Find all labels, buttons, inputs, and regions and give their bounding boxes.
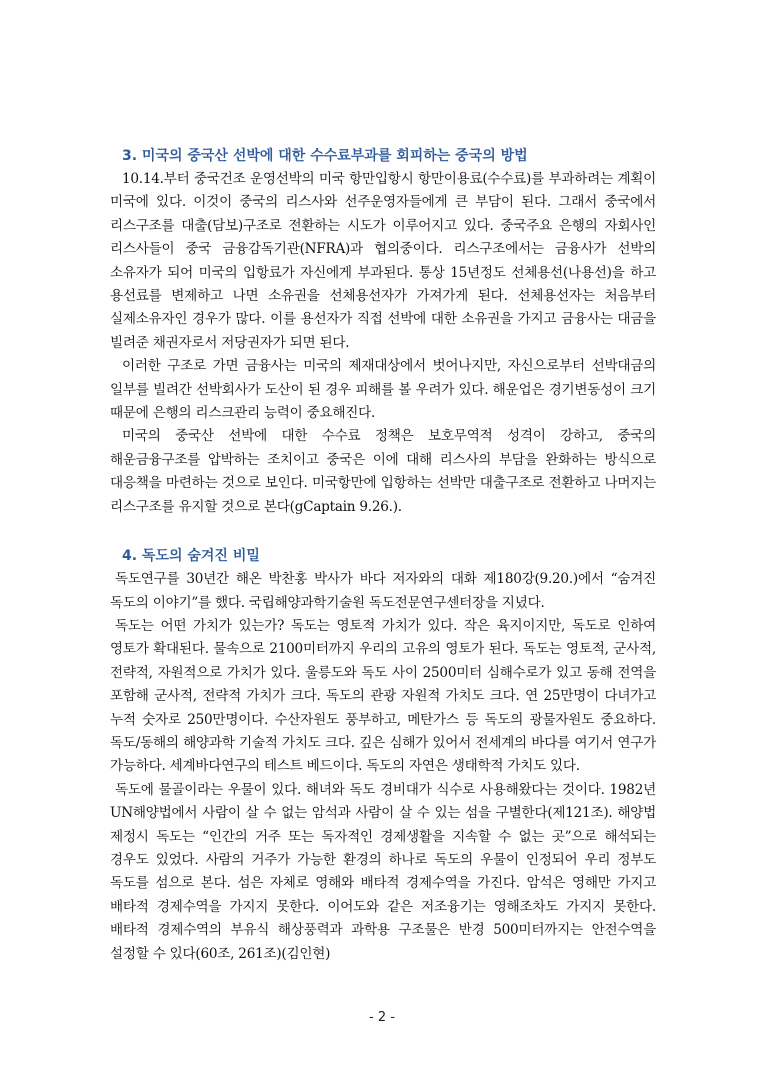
paragraph: 독도연구를 30년간 해온 박찬홍 박사가 바다 저자와의 대화 제180강(9.20.)에서 “숨겨진 독도의 이야기”를 했다. 국립해양과학기술원 독도전문연구센터장을 지녔다. xyxy=(110,571,656,611)
paragraph: 10.14.부터 중국건조 운영선박의 미국 항만입항시 항만이용료(수수료)를 부과하려는 계획이 미국에 있다. 이것이 중국의 리스사와 선주운영자들에게 큰 부담이 된다. 그래서 중국에서 리스구조를 대출(담보)구조로 전환하는 시도가 이루어지고 있다. 중국주요 은행의 자회사인 리스사들이 중국 금융감독기관(NFRA)과 협의중이다. 리스구조에서는 금융사가 선박의 소유자가 되어 미국의 입항료가 자신에게 부과된다. 통상 15년정도 선체용선(나용선)을 하고 용선료를 변제하고 나면 소유권을 선체용선자가 가져가게 된다. 선체용선자는 처음부터 실제소유자인 경우가 많다. 이를 용선자가 직접 선박에 대한 소유권을 가지고 금융사는 대금을 빌려준 채권자로서 저당권자가 되면 된다. xyxy=(110,171,656,351)
section-dokdo-secret xyxy=(110,544,656,966)
section-heading: 4. 독도의 숨겨진 비밀 xyxy=(122,548,260,565)
section-heading: 3. 미국의 중국산 선박에 대한 수수료부과를 회피하는 중국의 방법 xyxy=(122,148,528,164)
paragraph: 미국의 중국산 선박에 대한 수수료 정책은 보호무역적 성격이 강하고, 중국의 해운금융구조를 압박하는 조치이고 중국은 이에 대해 리스사의 부담을 완화하는 방식으로 대응책을 마련하는 것으로 보인다. 미국항만에 입항하는 선박만 대출구조로 전환하고 나머지는 리스구조를 유지할 것으로 본다(gCaptain 9.26.). xyxy=(110,428,656,515)
paragraph: 독도는 어떤 가치가 있는가? 독도는 영토적 가치가 있다. 작은 육지이지만, 독도로 인하여 영토가 확대된다. 물속으로 2100미터까지 우리의 고유의 영토가 된다. 독도는 영토적, 군사적, 전략적, 자원적으로 가치가 있다. 울릉도와 독도 사이 2500미터 심해수로가 있고 동해 전역을 포함해 군사적, 전략적 가치가 크다. 독도의 관광 자원적 가치도 크다. 연 25만명이 다녀가고 누적 숫자로 250만명이다. 수산자원도 풍부하고, 메탄가스 등 독도의 광물자원도 중요하다. 독도/동해의 해양과학 기술적 가치도 크다. 깊은 심해가 있어서 전세계의 바다를 여기서 연구가 가능하다. 세계바다연구의 테스트 베드이다. 독도의 자연은 생태학적 가치도 있다. xyxy=(110,617,656,775)
paragraph: 이러한 구조로 가면 금융사는 미국의 제재대상에서 벗어나지만, 자신으로부터 선박대금의 일부를 빌려간 선박회사가 도산이 된 경우 피해를 볼 우려가 있다. 해운업은 경기변동성이 크기 때문에 은행의 리스크관리 능력이 중요해진다. xyxy=(110,358,656,422)
section-us-fee-china xyxy=(110,144,656,519)
document-page xyxy=(110,144,656,966)
page-number: - 2 - xyxy=(369,1010,395,1025)
paragraph: 독도에 물골이라는 우물이 있다. 해녀와 독도 경비대가 식수로 사용해왔다는 것이다. 1982년 UN해양법에서 사람이 살 수 없는 암석과 사람이 살 수 있는 섬을 구별한다(제121조). 해양법 제정시 독도는 “인간의 거주 또는 독자적인 경제생활을 지속할 수 없는 곳”으로 해석되는 경우도 있었다. 사람의 거주가 가능한 환경의 하나로 독도의 우물이 인정되어 우리 정부도 독도를 섬으로 본다. 섬은 자체로 영해와 배타적 경제수역을 가진다. 암석은 영해만 가지고 배타적 경제수역을 가지지 못한다. 이어도와 같은 저조융기는 영해조차도 가지지 못한다. 배타적 경제수역의 부유식 해상풍력과 과학용 구조물은 반경 500미터까지는 안전수역을 설정할 수 있다(60조, 261조)(김인현) xyxy=(110,781,656,962)
